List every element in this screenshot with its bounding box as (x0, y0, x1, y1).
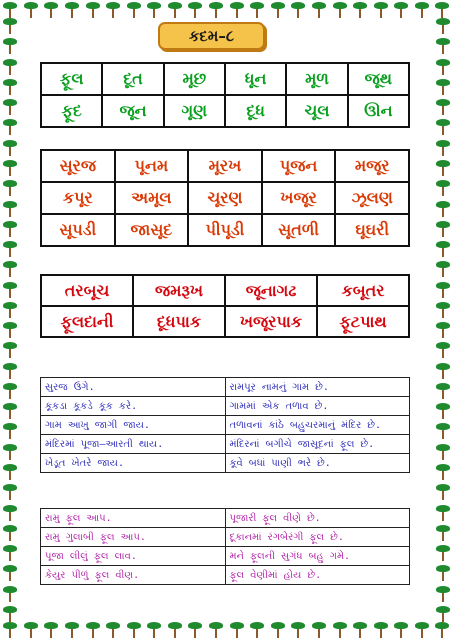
palm-tree-icon (3, 622, 17, 638)
table-row (41, 397, 410, 416)
palm-tree-icon (250, 2, 264, 18)
word-cell: દૂધ (225, 95, 286, 127)
palm-tree-icon (374, 2, 388, 18)
palm-tree-icon (188, 2, 202, 18)
word-cell: દૂત (102, 63, 163, 95)
palm-tree-icon (3, 140, 17, 156)
word-cell: સૂતળી (262, 214, 336, 246)
word-cell: મૂરખ (188, 150, 262, 182)
palm-tree-icon (353, 2, 367, 18)
palm-tree-icon (127, 2, 141, 18)
palm-tree-icon (127, 622, 141, 638)
palm-tree-icon (436, 545, 450, 561)
palm-tree-icon (436, 423, 450, 439)
border-right (433, 16, 453, 624)
palm-tree-icon (436, 119, 450, 135)
palm-tree-icon (436, 383, 450, 399)
palm-tree-icon (436, 140, 450, 156)
palm-tree-icon (3, 363, 17, 379)
palm-tree-icon (65, 622, 79, 638)
word-cell: ફૂદ (41, 95, 102, 127)
word-cell: ફૂલદાની (41, 306, 133, 337)
palm-tree-icon (3, 221, 17, 237)
palm-tree-icon (86, 2, 100, 18)
word-cell: કબૂતર (317, 275, 409, 306)
word-cell: પૂનમ (115, 150, 189, 182)
word-cell: ઘૂઘરી (335, 214, 409, 246)
table-row (41, 566, 410, 585)
palm-tree-icon (291, 622, 305, 638)
border-top (0, 0, 453, 20)
palm-tree-icon (271, 622, 285, 638)
palm-tree-icon (436, 484, 450, 500)
palm-tree-icon (147, 622, 161, 638)
word-table-2 (40, 149, 410, 247)
palm-tree-icon (3, 464, 17, 480)
palm-tree-icon (3, 403, 17, 419)
table-row (41, 435, 410, 454)
palm-tree-icon (3, 241, 17, 257)
palm-tree-icon (394, 2, 408, 18)
palm-tree-icon (3, 423, 17, 439)
sentence-cell: ગામમાં એક તળાવ છે. (225, 397, 410, 416)
sentence-table-1 (40, 377, 410, 473)
word-cell: ખજૂર (262, 182, 336, 214)
word-cell: જાસૂદ (115, 214, 189, 246)
palm-tree-icon (3, 302, 17, 318)
palm-tree-icon (436, 444, 450, 460)
border-bottom (0, 620, 453, 640)
word-cell: દૂધપાક (133, 306, 225, 337)
word-cell: પીપૂડી (188, 214, 262, 246)
palm-tree-icon (3, 484, 17, 500)
table-row (41, 547, 410, 566)
table-row (41, 454, 410, 473)
palm-tree-icon (436, 38, 450, 54)
palm-tree-icon (65, 2, 79, 18)
palm-tree-icon (436, 606, 450, 622)
palm-tree-icon (3, 79, 17, 95)
word-cell: જૂથ (348, 63, 409, 95)
palm-tree-icon (436, 180, 450, 196)
palm-tree-icon (3, 342, 17, 358)
word-cell: ચૂલ (286, 95, 347, 127)
word-cell: અમૂલ (115, 182, 189, 214)
palm-tree-icon (436, 18, 450, 34)
palm-tree-icon (436, 261, 450, 277)
table-row (41, 306, 409, 337)
word-cell: પૂજન (262, 150, 336, 182)
table-row (41, 150, 409, 182)
sentence-cell: પૂજા લીલું ફૂલ લાવ. (41, 547, 226, 566)
palm-tree-icon (333, 2, 347, 18)
palm-tree-icon (3, 322, 17, 338)
palm-tree-icon (250, 622, 264, 638)
palm-tree-icon (24, 622, 38, 638)
palm-tree-icon (436, 99, 450, 115)
sentence-cell: કૂવે બધાં પાણી ભરે છે. (225, 454, 410, 473)
palm-tree-icon (436, 586, 450, 602)
palm-tree-icon (3, 565, 17, 581)
palm-tree-icon (312, 2, 326, 18)
sentence-cell: દૂકાનમાં રંગબેરંગી ફૂલ છે. (225, 528, 410, 547)
word-cell: સૂરજ (41, 150, 115, 182)
table-row (41, 528, 410, 547)
word-cell: ધૂન (225, 63, 286, 95)
palm-tree-icon (3, 545, 17, 561)
sentence-cell: રામુ ફૂલ આપ. (41, 509, 226, 528)
palm-tree-icon (3, 606, 17, 622)
palm-tree-icon (436, 403, 450, 419)
palm-tree-icon (106, 622, 120, 638)
sentence-cell: મને ફૂલની સુગંધ બહુ ગમે. (225, 547, 410, 566)
palm-tree-icon (3, 201, 17, 217)
word-cell: ફૂલ (41, 63, 102, 95)
palm-tree-icon (86, 622, 100, 638)
palm-tree-icon (394, 622, 408, 638)
palm-tree-icon (3, 99, 17, 115)
palm-tree-icon (3, 119, 17, 135)
palm-tree-icon (3, 444, 17, 460)
palm-tree-icon (436, 525, 450, 541)
word-table-3 (40, 274, 410, 338)
sentence-cell: મંદિરનાં બગીચે જાસૂદનાં ફૂલ છે. (225, 435, 410, 454)
word-cell: જૂન (102, 95, 163, 127)
word-cell: ચૂરણ (188, 182, 262, 214)
palm-tree-icon (3, 59, 17, 75)
table-row (41, 63, 409, 95)
palm-tree-icon (436, 565, 450, 581)
word-cell: સૂપડી (41, 214, 115, 246)
sentence-cell: કેયુર પીળું ફૂલ વીણ. (41, 566, 226, 585)
sentence-cell: રામપૂર નામનું ગામ છે. (225, 378, 410, 397)
table-row (41, 95, 409, 127)
table-row (41, 416, 410, 435)
table-row (41, 275, 409, 306)
page-title: કદમ–૮ (158, 22, 265, 50)
palm-tree-icon (3, 282, 17, 298)
palm-tree-icon (209, 622, 223, 638)
palm-tree-icon (3, 18, 17, 34)
word-cell: મૂછ (164, 63, 225, 95)
sentence-cell: પૂજારી ફૂલ વીણે છે. (225, 509, 410, 528)
palm-tree-icon (230, 2, 244, 18)
word-cell: મજૂર (335, 150, 409, 182)
table-row (41, 214, 409, 246)
palm-tree-icon (436, 302, 450, 318)
palm-tree-icon (24, 2, 38, 18)
palm-tree-icon (168, 2, 182, 18)
palm-tree-icon (436, 363, 450, 379)
sentence-cell: તળાવનાં કાંઠે બહુચરમાનું મંદિર છે. (225, 416, 410, 435)
palm-tree-icon (168, 622, 182, 638)
sentence-cell: ખેડૂત ખેતરે જાય. (41, 454, 226, 473)
palm-tree-icon (436, 201, 450, 217)
palm-tree-icon (415, 2, 429, 18)
palm-tree-icon (3, 586, 17, 602)
sentence-cell: સુરજ ઉગે. (41, 378, 226, 397)
palm-tree-icon (436, 59, 450, 75)
table-row (41, 182, 409, 214)
palm-tree-icon (106, 2, 120, 18)
palm-tree-icon (291, 2, 305, 18)
palm-tree-icon (333, 622, 347, 638)
word-cell: ફૂટપાથ (317, 306, 409, 337)
palm-tree-icon (3, 383, 17, 399)
palm-tree-icon (271, 2, 285, 18)
palm-tree-icon (209, 2, 223, 18)
palm-tree-icon (436, 241, 450, 257)
palm-tree-icon (3, 525, 17, 541)
palm-tree-icon (436, 464, 450, 480)
word-cell: ગૂણ (164, 95, 225, 127)
sentence-table-2 (40, 508, 410, 585)
palm-tree-icon (436, 160, 450, 176)
palm-tree-icon (147, 2, 161, 18)
sentence-cell: કૂકડા કૂકડે કૂક કરે. (41, 397, 226, 416)
palm-tree-icon (436, 282, 450, 298)
word-cell: જમરૂખ (133, 275, 225, 306)
palm-tree-icon (435, 622, 449, 638)
sentence-cell: ગામ આખુ જાગી જાય. (41, 416, 226, 435)
table-row (41, 509, 410, 528)
palm-tree-icon (374, 622, 388, 638)
word-cell: ખજૂરપાક (225, 306, 317, 337)
palm-tree-icon (44, 2, 58, 18)
word-table-1 (40, 62, 410, 128)
palm-tree-icon (3, 261, 17, 277)
sentence-cell: ફૂલ વેણીમાં હોય છે. (225, 566, 410, 585)
palm-tree-icon (188, 622, 202, 638)
palm-tree-icon (3, 505, 17, 521)
palm-tree-icon (312, 622, 326, 638)
border-left (0, 16, 20, 624)
palm-tree-icon (230, 622, 244, 638)
palm-tree-icon (3, 180, 17, 196)
palm-tree-icon (436, 322, 450, 338)
palm-tree-icon (44, 622, 58, 638)
palm-tree-icon (415, 622, 429, 638)
word-cell: તરબૂચ (41, 275, 133, 306)
palm-tree-icon (436, 342, 450, 358)
word-cell: ઊન (348, 95, 409, 127)
word-cell: જૂનાગઢ (225, 275, 317, 306)
palm-tree-icon (353, 622, 367, 638)
word-cell: કપૂર (41, 182, 115, 214)
table-row (41, 378, 410, 397)
sentence-cell: મંદિરમાં પૂજા–આરતી થાય. (41, 435, 226, 454)
palm-tree-icon (3, 38, 17, 54)
palm-tree-icon (3, 160, 17, 176)
palm-tree-icon (436, 505, 450, 521)
palm-tree-icon (436, 221, 450, 237)
palm-tree-icon (436, 79, 450, 95)
word-cell: ઝૂલણ (335, 182, 409, 214)
word-cell: મૂળ (286, 63, 347, 95)
sentence-cell: રામુ ગુલાબી ફૂલ આપ. (41, 528, 226, 547)
